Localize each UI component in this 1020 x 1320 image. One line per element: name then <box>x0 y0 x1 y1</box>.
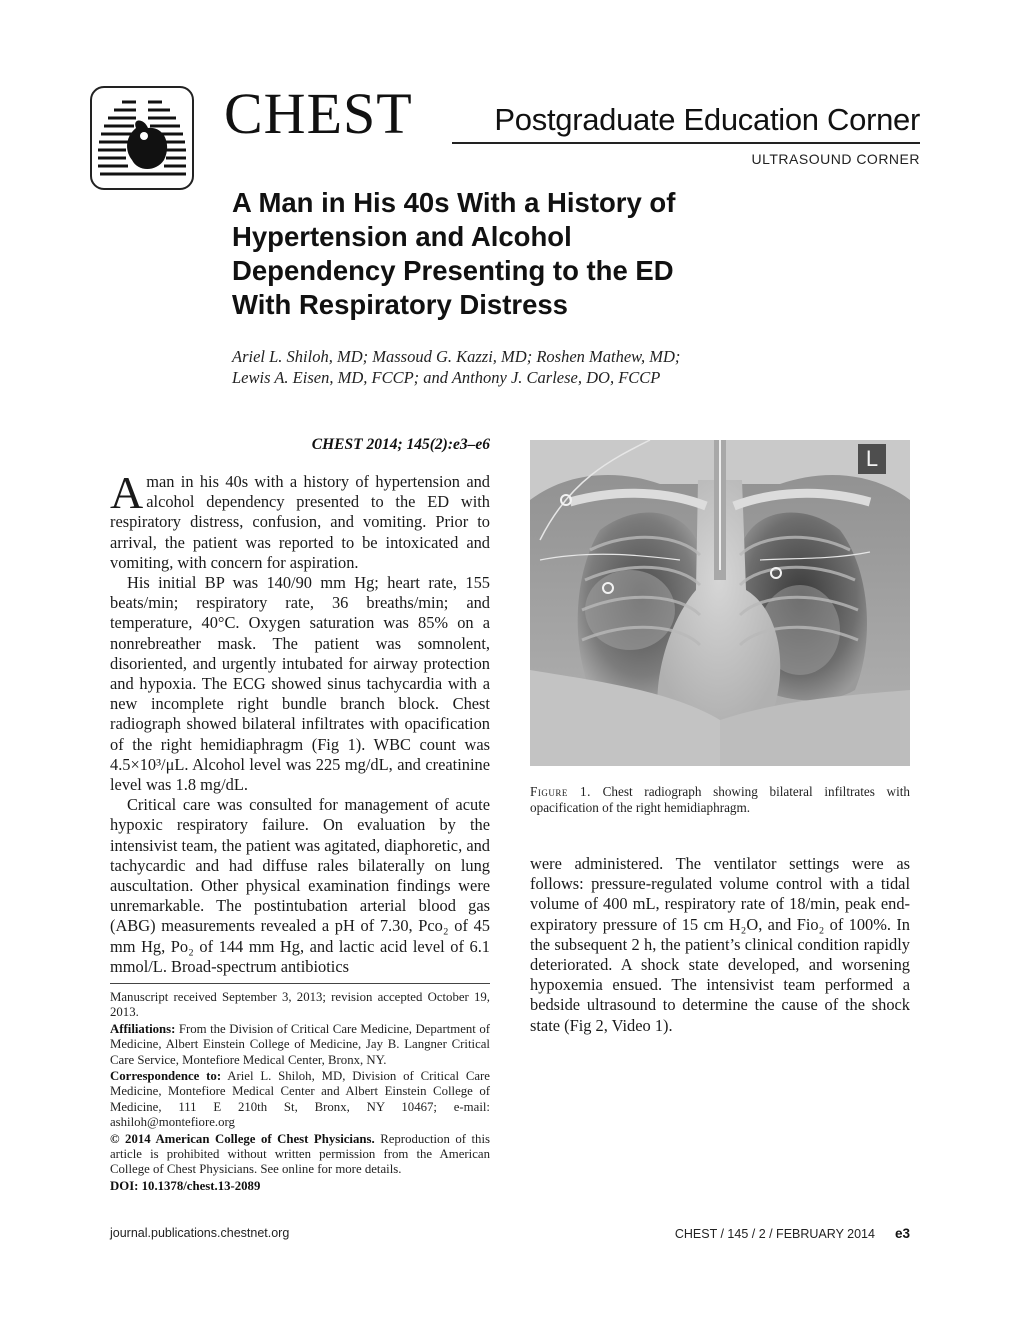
journal-name: CHEST <box>224 81 413 146</box>
chest-radiograph-image <box>530 440 910 766</box>
corner-label: ULTRASOUND CORNER <box>751 151 920 167</box>
journal-logo <box>90 86 194 190</box>
footnote-label: © 2014 American College of Chest Physicians. <box>110 1131 375 1146</box>
footnote-text: From the Division of Critical Care Medicine, Department of Medicine, Albert Einstein College of Medicine, Jay B. Langner Critical Care Service, Montefiore Medical Center, Bronx, NY. <box>110 1021 490 1067</box>
footnote-label: Correspondence to: <box>110 1069 222 1084</box>
citation: CHEST 2014; 145(2):e3–e6 <box>311 436 490 453</box>
article-title: A Man in His 40s With a History of Hypertension and Alcohol Dependency Presenting to the ED With Respiratory Distress <box>232 187 676 320</box>
footer-url[interactable]: journal.publications.chestnet.org <box>110 1226 290 1240</box>
footnote-copyright <box>110 1132 490 1178</box>
footnote-received: Manuscript received September 3, 2013; revision accepted October 19, 2013. <box>110 990 490 1020</box>
body-paragraph <box>110 467 490 573</box>
footnote-text: Ariel L. Shiloh, MD, Division of Critical Care Medicine, Montefiore Medical Center and Albert Einstein College of Medicine, 111 E 210th St, Bronx, NY 10467; e-mail: ashiloh@montefiore.org <box>110 1069 490 1130</box>
footer-issue-info <box>675 1226 910 1241</box>
footnote-label: DOI: <box>110 1178 139 1193</box>
footnote-divider <box>110 983 490 984</box>
body-column-right <box>530 854 910 1036</box>
footnote-text: Reproduction of this article is prohibited without written permission from the American College of Chest Physicians. See online for more details. <box>110 1131 490 1177</box>
body-paragraph: were administered. The ventilator settings were as follows: pressure-regulated volume control with a tidal volume of 400 mL, respiratory rate of 18/min, peak end-expiratory pressure of 15 cm H₂O, and Fio₂ of 100%. In the subsequent 2 h, the patient’s clinical condition rapidly deteriorated. A shock state developed, and worsening hypoxemia ensued. The intensivist team performed a bedside ultrasound to determine the cause of the shock state (Fig 2, Video 1). <box>530 854 910 1035</box>
doi-link[interactable]: 10.1378/chest.13-2089 <box>141 1178 261 1193</box>
figure-caption-text: Chest radiograph showing bilateral infiltrates with opacification of the right hemidiaphragm. <box>530 784 911 815</box>
paragraph-text: man in his 40s with a history of hypertension and alcohol dependency presented to the ED with respiratory distress, confusion, and vomiting. Prior to arrival, the patient was reported to be intoxicated and vomiting, with concern for aspiration. <box>110 472 490 572</box>
section-title: Postgraduate Education Corner <box>494 102 920 137</box>
authors-line-1: Ariel L. Shiloh, MD; Massoud G. Kazzi, MD; Roshen Mathew, MD; <box>232 347 681 366</box>
page-number: e3 <box>894 1226 910 1241</box>
header-divider <box>452 142 920 144</box>
lungs-heart-logo-icon <box>92 88 192 188</box>
footnote-affiliations <box>110 1022 490 1068</box>
footnote-label: Affiliations: <box>110 1021 176 1036</box>
footnote-correspondence <box>110 1069 490 1131</box>
figure-caption <box>530 784 910 816</box>
chest-radiograph-figure <box>530 440 910 766</box>
footnote-doi <box>110 1179 490 1194</box>
authors-line-2: Lewis A. Eisen, MD, FCCP; and Anthony J. Carlese, DO, FCCP <box>232 368 661 387</box>
footer-issue: CHEST / 145 / 2 / FEBRUARY 2014 <box>674 1227 875 1241</box>
body-paragraph: Critical care was consulted for management of acute hypoxic respiratory failure. On evaluation by the intensivist team, the patient was agitated, diaphoretic, and tachycardic and had diffuse rales bilaterally on lung auscultation. Other physical examination findings were unremarkable. The postintubation arterial blood gas (ABG) measurements revealed a pH of 7.30, Pco₂ of 45 mm Hg, Po₂ of 144 mm Hg, and lactic acid level of 6.1 mmol/L. Broad-spectrum antibiotics <box>110 795 490 976</box>
figure-label: Figure 1. <box>530 784 591 799</box>
author-list <box>232 346 752 388</box>
body-paragraph: His initial BP was 140/90 mm Hg; heart rate, 155 beats/min; respiratory rate, 36 breaths/min; and temperature, 40°C. Oxygen saturation was 85% on a nonrebreather mask. The patient was somnolent, disoriented, and urgently intubated for airway protection and hypoxia. The ECG showed sinus tachycardia with a new incomplete right bundle branch block. Chest radiograph showed bilateral infiltrates with opacification of the right hemidiaphragm (Fig 1). WBC count was 4.5×10³/μL. Alcohol level was 225 mg/dL, and creatinine level was 1.8 mg/dL. <box>110 573 490 795</box>
drop-cap: A <box>110 467 144 518</box>
radiograph-side-marker: L <box>858 444 886 474</box>
footnotes <box>110 990 490 1195</box>
body-column-left <box>110 467 490 977</box>
